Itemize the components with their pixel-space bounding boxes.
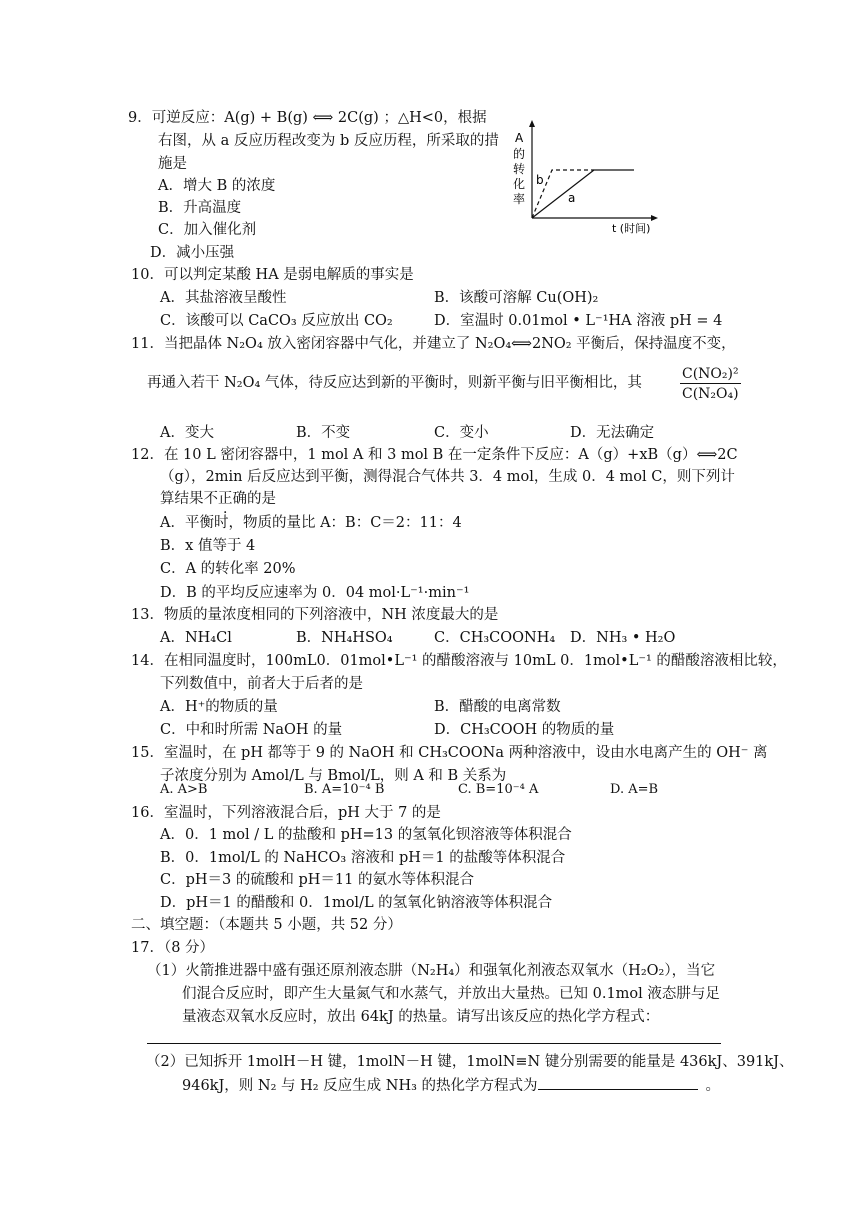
q9-option-c: C．加入催化剂 bbox=[158, 222, 257, 238]
q16-option-a: A．0．1 mol / L 的盐酸和 pH=13 的氢氧化钡溶液等体积混合 bbox=[160, 827, 572, 843]
section-2-heading: 二、填空题：（本题共 5 小题，共 52 分） bbox=[131, 917, 402, 933]
q17-part2-end: 。 bbox=[705, 1078, 721, 1094]
q11-option-c: C．变小 bbox=[434, 425, 489, 441]
q17-part2-answer-blank[interactable] bbox=[538, 1075, 698, 1090]
q9-option-b: B．升高温度 bbox=[158, 200, 242, 216]
q11-option-d: D．无法确定 bbox=[570, 425, 655, 441]
q10-option-d: D．室温时 0.01mol • L⁻¹HA 溶液 pH = 4 bbox=[434, 313, 723, 329]
q16-option-c: C．pH＝3 的硫酸和 pH＝11 的氨水等体积混合 bbox=[160, 872, 474, 888]
q13-stem: 13．物质的量浓度相同的下列溶液中，NH 浓度最大的是 bbox=[131, 607, 499, 623]
q17-part2-line1: （2）已知拆开 1molH－H 键，1molN－H 键，1molN≡N 键分别需要的能量是 436kJ、391kJ、 bbox=[146, 1054, 794, 1070]
q14-stem-line1: 14．在相同温度时，100mL0．01mol•L⁻¹ 的醋酸溶液与 10mL 0．1mol•L⁻¹ 的醋酸溶液相比较， bbox=[131, 653, 787, 669]
q15-option-c: C. B=10⁻⁴ A bbox=[458, 782, 539, 797]
q11-fraction-numerator: C(NO₂)² bbox=[682, 366, 739, 382]
q9-option-a: A．增大 B 的浓度 bbox=[158, 178, 276, 194]
q15-option-a: A. A>B bbox=[160, 782, 208, 797]
q13-option-b: B．NH₄HSO₄ bbox=[296, 630, 393, 646]
q14-stem-line2: 下列数值中，前者大于后者的是 bbox=[160, 676, 363, 692]
q9-stem-line2: 右图，从 a 反应历程改变为 b 反应历程，所采取的措 bbox=[158, 133, 499, 149]
q11-fraction-denominator: C(N₂O₄) bbox=[682, 386, 739, 402]
q17-part1-line1: （1）火箭推进器中盛有强还原剂液态肼（N₂H₄）和强氧化剂液态双氧水（H₂O₂），当它 bbox=[147, 963, 716, 979]
q16-stem: 16．室温时，下列溶液混合后，pH 大于 7 的是 bbox=[131, 805, 441, 821]
q12-emphasis-not-correct: 不正确 bbox=[203, 491, 247, 507]
q14-option-a: A．H⁺的物质的量 bbox=[160, 699, 278, 715]
q10-option-c: C．该酸可以 CaCO₃ 反应放出 CO₂ bbox=[160, 313, 393, 329]
graph-y-arrow bbox=[529, 120, 535, 127]
graph-ylabel-1: A bbox=[515, 131, 524, 145]
q12-option-a: A．平衡时，物质的量比 A：B：C＝2：11：4 bbox=[160, 515, 462, 531]
q11-option-b: B．不变 bbox=[296, 425, 351, 441]
graph-xlabel: t (时间) bbox=[612, 222, 651, 235]
q15-option-d: D. A=B bbox=[610, 782, 659, 797]
curve-a-label: a bbox=[568, 191, 576, 205]
q17-part2-text: 946kJ，则 N₂ 与 H₂ 反应生成 NH₃ 的热化学方程式为 bbox=[182, 1078, 538, 1094]
curve-a bbox=[532, 170, 634, 218]
q12-stem-line2: （g），2min 后反应达到平衡，测得混合气体共 3．4 mol，生成 0．4 mol C，则下列计 bbox=[160, 469, 735, 485]
q9-stem-line1: 9．可逆反应：A(g) + B(g) ⟺ 2C(g) ；△H<0，根据 bbox=[128, 110, 487, 126]
q13-option-c: C．CH₃COONH₄ bbox=[434, 630, 556, 646]
q15-stem-line1: 15．室温时，在 pH 都等于 9 的 NaOH 和 CH₃COONa 两种溶液中，设由水电离产生的 OH⁻ 离 bbox=[131, 745, 768, 761]
q14-option-c: C．中和时所需 NaOH 的量 bbox=[160, 722, 343, 738]
q17-part1-line2: 们混合反应时，即产生大量氮气和水蒸气，并放出大量热。已知 0.1mol 液态肼与足 bbox=[182, 986, 720, 1002]
q16-option-b: B．0．1mol/L 的 NaHCO₃ 溶液和 pH＝1 的盐酸等体积混合 bbox=[160, 850, 566, 866]
q15-stem-line2: 子浓度分别为 Amol/L 与 Bmol/L，则 A 和 B 关系为 bbox=[160, 768, 507, 784]
graph-ylabel-3: 转 bbox=[513, 162, 526, 176]
q14-option-b: B．醋酸的电离常数 bbox=[434, 699, 561, 715]
q17-part1-answer-line[interactable] bbox=[147, 1043, 721, 1044]
q13-option-a: A．NH₄Cl bbox=[160, 630, 232, 646]
q12-option-c: C．A 的转化率 20% bbox=[160, 561, 296, 577]
graph-ylabel-4: 化 bbox=[513, 177, 526, 191]
q11-fraction bbox=[680, 366, 741, 402]
q12-stem-line3-c: 的是 bbox=[247, 491, 276, 507]
q17-part2-line2 bbox=[182, 1075, 720, 1096]
graph-x-arrow bbox=[651, 215, 658, 221]
q10-option-b: B．该酸可溶解 Cu(OH)₂ bbox=[434, 290, 599, 306]
q12-option-d: D．B 的平均反应速率为 0．04 mol·L⁻¹·min⁻¹ bbox=[160, 585, 470, 601]
q9-conversion-graph bbox=[508, 118, 668, 238]
q15-option-b: B. A=10⁻⁴ B bbox=[304, 782, 385, 797]
q17-heading: 17．（8 分） bbox=[131, 940, 215, 956]
graph-ylabel-2: 的 bbox=[513, 147, 526, 161]
q12-stem-line3 bbox=[160, 489, 276, 509]
q11-stem-line2: 再通入若干 N₂O₄ 气体，待反应达到新的平衡时，则新平衡与旧平衡相比，其 bbox=[147, 375, 642, 391]
graph-ylabel-5: 率 bbox=[513, 192, 526, 206]
q13-option-d: D．NH₃ • H₂O bbox=[570, 630, 676, 646]
q11-option-a: A．变大 bbox=[160, 425, 214, 441]
q14-option-d: D．CH₃COOH 的物质的量 bbox=[434, 722, 615, 738]
q12-stem-line3-a: 算结果 bbox=[160, 491, 204, 507]
q9-stem-line3: 施是 bbox=[158, 156, 187, 172]
q12-option-b: B．x 值等于 4 bbox=[160, 538, 256, 554]
q17-part1-line3: 量液态双氧水反应时，放出 64kJ 的热量。请写出该反应的热化学方程式： bbox=[182, 1009, 660, 1025]
q10-option-a: A．其盐溶液呈酸性 bbox=[160, 290, 287, 306]
curve-b-label: b bbox=[536, 173, 544, 187]
q16-option-d: D．pH＝1 的醋酸和 0．1mol/L 的氢氧化钠溶液等体积混合 bbox=[160, 895, 553, 911]
q10-stem: 10．可以判定某酸 HA 是弱电解质的事实是 bbox=[131, 267, 414, 283]
q12-stem-line1: 12．在 10 L 密闭容器中，1 mol A 和 3 mol B 在一定条件下反应：A（g）+xB（g）⟺2C bbox=[131, 447, 738, 463]
q11-stem-line1: 11．当把晶体 N₂O₄ 放入密闭容器中气化，并建立了 N₂O₄⟺2NO₂ 平衡后，保持温度不变， bbox=[131, 336, 736, 352]
q9-option-d: D．减小压强 bbox=[150, 245, 235, 261]
